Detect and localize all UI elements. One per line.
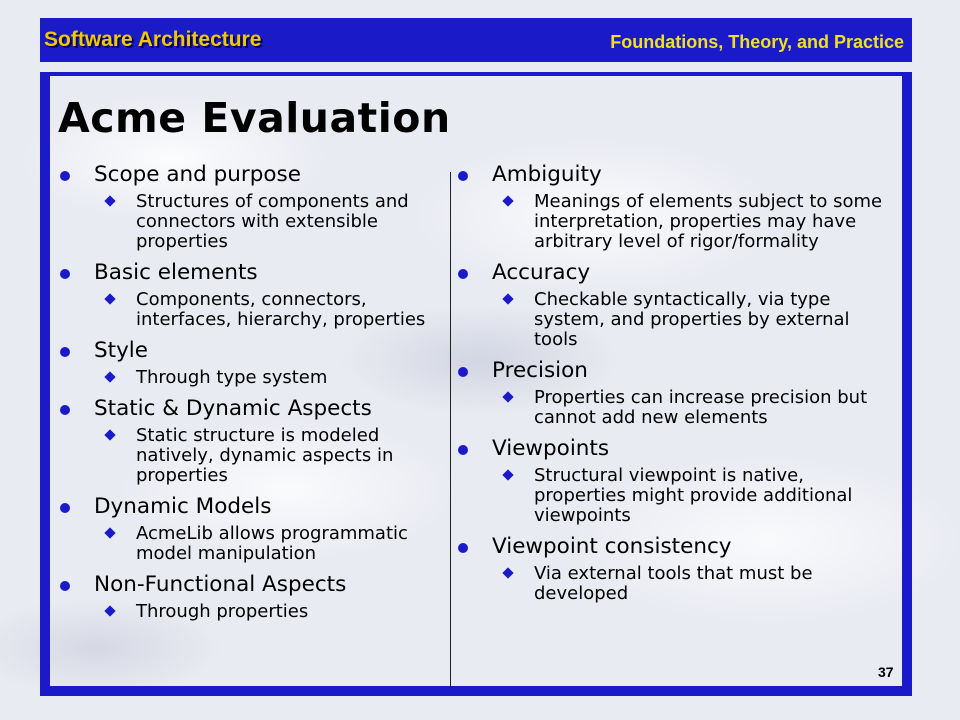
bullet-heading: Viewpoints	[492, 436, 610, 461]
bullet-detail: Components, connectors, interfaces, hierarchy, properties	[136, 289, 426, 330]
list-item	[456, 534, 896, 604]
bullet-detail: Structures of components and connectors with extensible properties	[136, 191, 409, 252]
bullet-heading: Precision	[492, 358, 588, 383]
list-item	[456, 260, 896, 350]
list-item	[456, 358, 896, 428]
left-column	[58, 162, 438, 622]
bullet-icon	[60, 503, 70, 513]
bullet-detail: Checkable syntactically, via type system, and properties by external tools	[534, 289, 850, 350]
diamond-bullet-icon	[502, 567, 513, 578]
page-number: 37	[878, 664, 894, 680]
bullet-heading: Scope and purpose	[94, 162, 301, 187]
bullet-detail: Meanings of elements subject to some interpretation, properties may have arbitrary level of rigor/formality	[534, 191, 883, 252]
diamond-bullet-icon	[104, 293, 115, 304]
list-item	[58, 572, 438, 622]
bullet-heading: Style	[94, 338, 149, 363]
bullet-icon	[458, 171, 468, 181]
diamond-bullet-icon	[104, 527, 115, 538]
bullet-detail: AcmeLib allows programmatic model manipulation	[136, 523, 408, 564]
bullet-icon	[60, 405, 70, 415]
bullet-detail: Through properties	[136, 601, 309, 622]
frame-top	[40, 72, 912, 76]
bullet-icon	[458, 367, 468, 377]
bullet-detail: Properties can increase precision but cannot add new elements	[534, 387, 868, 428]
bullet-heading: Ambiguity	[492, 162, 602, 187]
bullet-heading: Dynamic Models	[94, 494, 272, 519]
list-item	[456, 436, 896, 526]
list-item	[58, 494, 438, 564]
bullet-icon	[60, 581, 70, 591]
bullet-heading: Viewpoint consistency	[492, 534, 732, 559]
bullet-heading: Non-Functional Aspects	[94, 572, 347, 597]
bullet-detail: Through type system	[136, 367, 328, 388]
list-item	[58, 162, 438, 252]
diamond-bullet-icon	[104, 195, 115, 206]
list-item	[58, 396, 438, 486]
bullet-detail: Static structure is modeled natively, dynamic aspects in properties	[136, 425, 394, 486]
bullet-heading: Static & Dynamic Aspects	[94, 396, 372, 421]
bullet-icon	[60, 171, 70, 181]
bullet-heading: Accuracy	[492, 260, 591, 285]
slide-title: Acme Evaluation	[58, 94, 451, 142]
bullet-detail: Structural viewpoint is native, properties might provide additional viewpoints	[534, 465, 853, 526]
frame-bottom	[40, 686, 912, 696]
bullet-icon	[458, 543, 468, 553]
right-column	[456, 162, 896, 604]
diamond-bullet-icon	[502, 293, 513, 304]
frame-left	[40, 72, 50, 696]
list-item	[58, 338, 438, 388]
bullet-icon	[458, 269, 468, 279]
diamond-bullet-icon	[502, 195, 513, 206]
bullet-icon	[458, 445, 468, 455]
diamond-bullet-icon	[502, 469, 513, 480]
course-subtitle: Foundations, Theory, and Practice	[610, 32, 904, 52]
diamond-bullet-icon	[502, 391, 513, 402]
frame-right	[902, 72, 912, 696]
bullet-icon	[60, 347, 70, 357]
column-divider	[450, 172, 451, 688]
diamond-bullet-icon	[104, 371, 115, 382]
list-item	[58, 260, 438, 330]
diamond-bullet-icon	[104, 605, 115, 616]
bullet-heading: Basic elements	[94, 260, 258, 285]
bullet-icon	[60, 269, 70, 279]
diamond-bullet-icon	[104, 429, 115, 440]
bullet-detail: Via external tools that must be developed	[534, 563, 813, 604]
list-item	[456, 162, 896, 252]
course-title: Software Architecture	[44, 28, 262, 51]
